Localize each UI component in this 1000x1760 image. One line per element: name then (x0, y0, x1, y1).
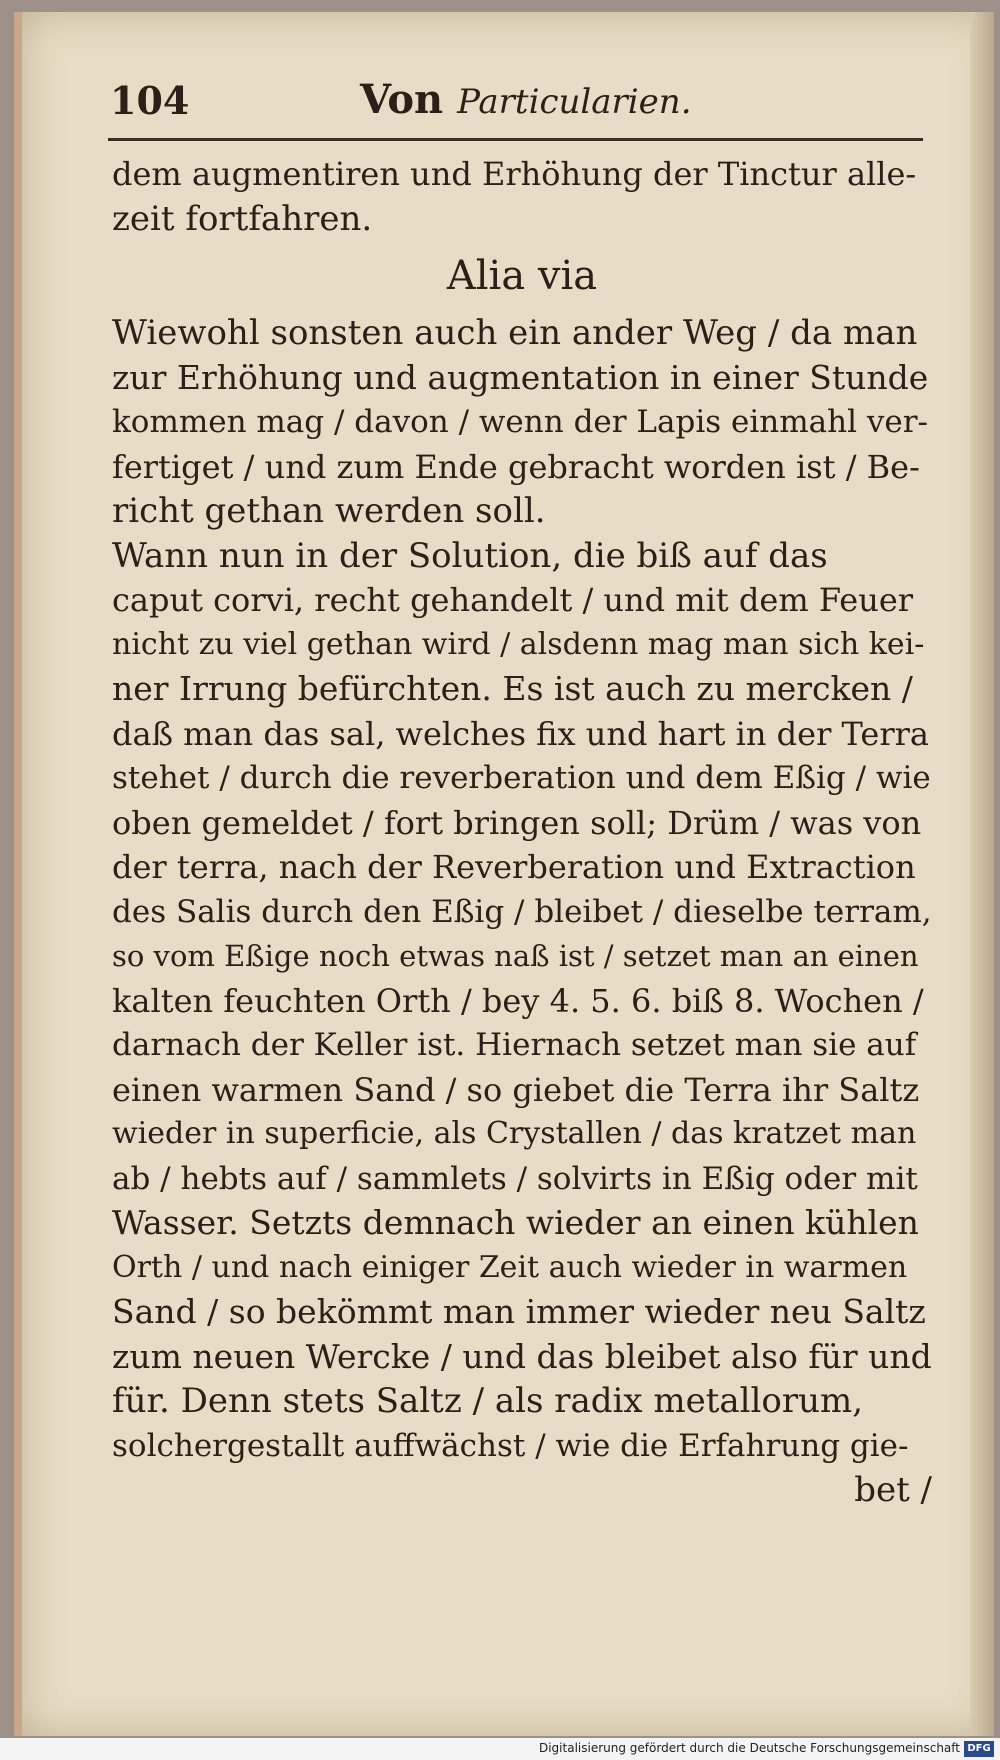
text-line: ab / hebts auf / sammlets / solvirts in Eßig oder mit (112, 1160, 918, 1197)
text-line: so vom Eßige noch etwas naß ist / setzet man an einen (112, 939, 919, 973)
text-line: ner Irrung befürchten. Es ist auch zu mercken / (112, 669, 913, 708)
text-line: des Salis durch den Eßig / bleibet / dieselbe terram, (112, 893, 932, 930)
section-heading: Alia via (446, 253, 598, 299)
text-line: stehet / durch die reverberation und dem Eßig / wie (112, 760, 931, 796)
running-head-italic: Particularien. (457, 82, 692, 122)
body-text (112, 152, 932, 1513)
text-line: caput corvi, recht gehandelt / und mit dem Feuer (112, 581, 914, 619)
text-line: der terra, nach der Reverberation und Extraction (112, 848, 916, 886)
page-header (110, 70, 930, 130)
text-line: zeit fortfahren. (112, 198, 373, 239)
page-edge (970, 12, 994, 1736)
paragraph-main (112, 311, 932, 1513)
page-number: 104 (110, 78, 190, 123)
footer-credit: Digitalisierung gefördert durch die Deutsche Forschungsgemeinschaft (538, 1741, 960, 1755)
text-line: oben gemeldet / fort bringen soll; Drüm / was von (112, 803, 922, 842)
text-line: kalten feuchten Orth / bey 4. 5. 6. biß 8. Wochen / (112, 981, 924, 1020)
running-head-main: Von (360, 76, 444, 123)
header-rule (108, 138, 923, 141)
text-line: Wiewohl sonsten auch ein ander Weg / da man (112, 313, 918, 353)
text-line: bet / (854, 1470, 932, 1510)
text-line: Wasser. Setzts demnach wieder an einen kühlen (112, 1203, 919, 1242)
text-line: darnach der Keller ist. Hiernach setzet man sie auf (112, 1027, 917, 1063)
text-line: wieder in superficie, als Crystallen / das kratzet man (112, 1116, 917, 1151)
text-line: nicht zu viel gethan wird / alsdenn mag man sich kei- (112, 626, 925, 662)
footer-bar (0, 1738, 1000, 1760)
text-line: Wann nun in der Solution, die biß auf das (112, 535, 828, 576)
text-line: dem augmentiren und Erhöhung der Tinctur alle- (112, 155, 917, 193)
running-head (360, 76, 692, 123)
text-line: kommen mag / davon / wenn der Lapis einmahl ver- (112, 404, 929, 440)
text-line: für. Denn stets Saltz / als radix metallorum, (112, 1381, 864, 1421)
text-line: zum neuen Wercke / und das bleibet also für und (112, 1336, 932, 1376)
dfg-logo: DFG (964, 1741, 994, 1757)
text-line: einen warmen Sand / so giebet die Terra ihr Saltz (112, 1070, 920, 1109)
text-line: solchergestallt auffwächst / wie die Erfahrung gie- (112, 1427, 909, 1464)
text-line: richt gethan werden soll. (112, 491, 546, 531)
paragraph-continuation (112, 152, 932, 241)
text-line: Orth / und nach einiger Zeit auch wieder in warmen (112, 1249, 908, 1285)
text-line: fertiget / und zum Ende gebracht worden ist / Be- (112, 447, 920, 486)
text-line: daß man das sal, welches fix und hart in der Terra (112, 714, 929, 753)
text-line: Sand / so bekömmt man immer wieder neu Saltz (112, 1292, 926, 1331)
text-line: zur Erhöhung und augmentation in einer Stunde (112, 357, 929, 397)
